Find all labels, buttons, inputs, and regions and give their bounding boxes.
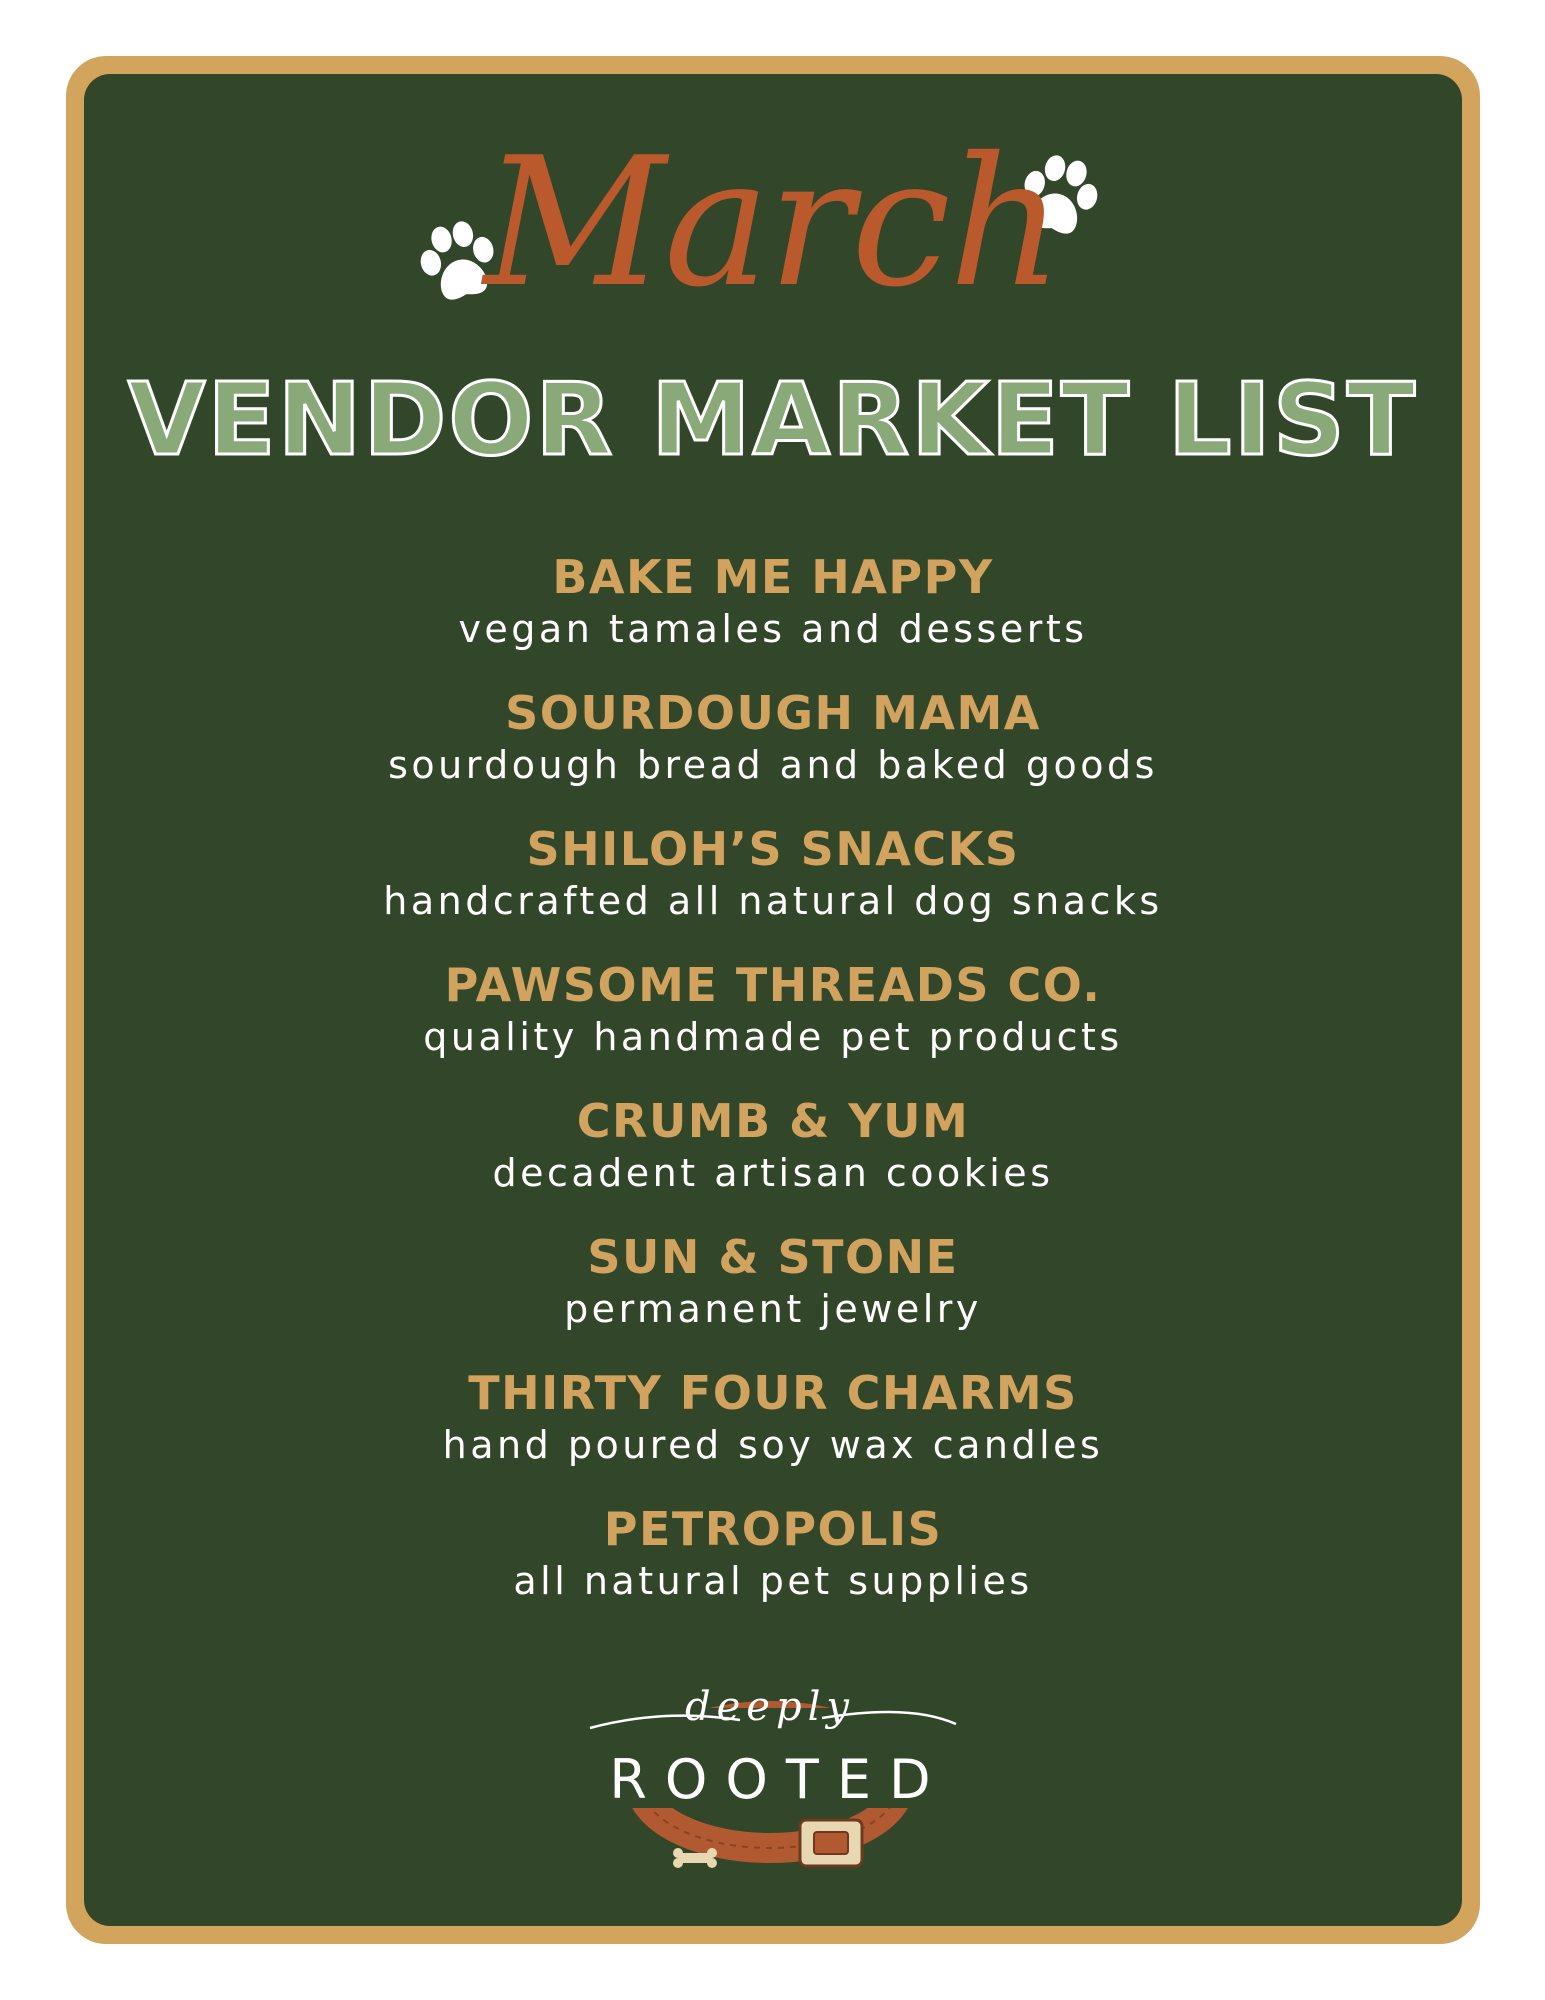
vendor-name: PAWSOME THREADS CO. (444, 958, 1102, 1012)
month-title: March (483, 119, 1062, 326)
vendor-description: sourdough bread and baked goods (388, 743, 1158, 787)
logo-wordmark: ROOTED (609, 1748, 949, 1811)
vendor-list (84, 550, 1462, 1638)
brand-logo (560, 1670, 980, 1880)
vendor-name: SUN & STONE (587, 1230, 959, 1284)
vendor-description: quality handmade pet products (423, 1015, 1123, 1059)
vendor-description: hand poured soy wax candles (442, 1423, 1104, 1467)
vendor-name: SOURDOUGH MAMA (505, 686, 1041, 740)
vendor-name: BAKE ME HAPPY (552, 550, 994, 604)
vendor-description: permanent jewelry (564, 1287, 982, 1331)
vendor-description: vegan tamales and desserts (458, 607, 1088, 651)
vendor-item (84, 1230, 1462, 1366)
vendor-description: all natural pet supplies (513, 1559, 1033, 1603)
vendor-description: decadent artisan cookies (492, 1151, 1054, 1195)
vendor-description: handcrafted all natural dog snacks (383, 879, 1163, 923)
vendor-item (84, 550, 1462, 686)
vendor-name: SHILOH’S SNACKS (526, 822, 1020, 876)
vendor-item (84, 822, 1462, 958)
vendor-item (84, 1366, 1462, 1502)
bone-icon (672, 1846, 718, 1870)
vendor-item (84, 958, 1462, 1094)
logo-script-text: deeply (685, 1684, 855, 1730)
vendor-name: PETROPOLIS (603, 1502, 943, 1556)
vendor-name: THIRTY FOUR CHARMS (468, 1366, 1078, 1420)
vendor-name: CRUMB & YUM (576, 1094, 970, 1148)
vendor-item (84, 686, 1462, 822)
vendor-item (84, 1502, 1462, 1638)
vendor-item (84, 1094, 1462, 1230)
page-title: VENDOR MARKET LIST (127, 361, 1418, 478)
